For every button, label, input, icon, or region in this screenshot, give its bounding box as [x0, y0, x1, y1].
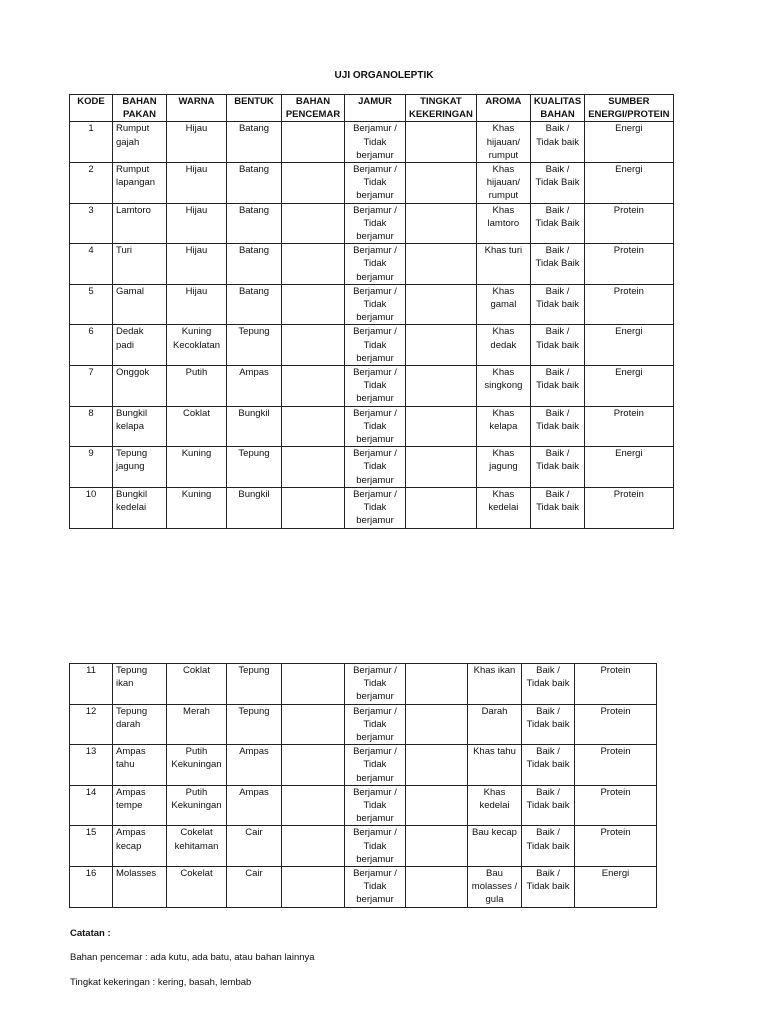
cell-sumber: Energi: [575, 867, 657, 908]
header-kode: KODE: [70, 95, 113, 122]
cell-bentuk: Ampas: [227, 785, 282, 826]
cell-jamur: Berjamur / Tidak berjamur: [345, 284, 406, 325]
cell-kualitas-bahan: Baik / Tidak Baik: [530, 163, 584, 204]
cell-aroma: Khas lamtoro: [476, 203, 530, 244]
table-row: [70, 447, 674, 488]
cell-bentuk: Ampas: [227, 366, 282, 407]
cell-tingkat-kekeringan: [406, 867, 468, 908]
cell-sumber: Energi: [585, 163, 673, 204]
cell-jamur: Berjamur / Tidak berjamur: [345, 203, 406, 244]
cell-kode: 10: [70, 487, 113, 528]
cell-bahan-pakan: Tepung ikan: [113, 664, 167, 705]
note-bahan-pencemar: Bahan pencemar : ada kutu, ada batu, atau bahan lainnya: [70, 952, 315, 963]
cell-jamur: Berjamur / Tidak berjamur: [345, 487, 406, 528]
cell-aroma: Khas dedak: [476, 325, 530, 366]
cell-sumber: Protein: [575, 704, 657, 745]
cell-sumber: Energi: [585, 366, 673, 407]
cell-bahan-pencemar: [282, 447, 345, 488]
cell-bahan-pencemar: [282, 826, 345, 867]
cell-bentuk: Tepung: [227, 664, 282, 705]
cell-bahan-pakan: Molasses: [113, 867, 167, 908]
table-row: [70, 487, 674, 528]
cell-sumber: Protein: [585, 244, 673, 285]
header-bahan-pakan: BAHAN PAKAN: [113, 95, 167, 122]
cell-bahan-pencemar: [282, 163, 345, 204]
cell-bahan-pencemar: [282, 203, 345, 244]
cell-bahan-pencemar: [282, 487, 345, 528]
cell-tingkat-kekeringan: [406, 366, 477, 407]
cell-tingkat-kekeringan: [406, 163, 477, 204]
cell-bahan-pakan: Tepung darah: [113, 704, 167, 745]
cell-bahan-pakan: Gamal: [113, 284, 167, 325]
cell-bentuk: Batang: [227, 244, 282, 285]
cell-aroma: Khas hijauan/ rumput: [476, 163, 530, 204]
cell-kode: 16: [70, 867, 113, 908]
cell-jamur: Berjamur / Tidak berjamur: [345, 745, 406, 786]
table-row: [70, 867, 657, 908]
cell-tingkat-kekeringan: [406, 122, 477, 163]
cell-bahan-pencemar: [282, 867, 345, 908]
cell-jamur: Berjamur / Tidak berjamur: [345, 244, 406, 285]
cell-jamur: Berjamur / Tidak berjamur: [345, 447, 406, 488]
cell-aroma: Khas singkong: [476, 366, 530, 407]
cell-bahan-pakan: Ampas kecap: [113, 826, 167, 867]
cell-jamur: Berjamur / Tidak berjamur: [345, 664, 406, 705]
notes-title: Catatan :: [70, 928, 111, 939]
cell-bahan-pencemar: [282, 325, 345, 366]
cell-bahan-pencemar: [282, 664, 345, 705]
cell-kode: 1: [70, 122, 113, 163]
cell-bahan-pencemar: [282, 406, 345, 447]
cell-tingkat-kekeringan: [406, 745, 468, 786]
header-sumber-energi-protein: SUMBER ENERGI/PROTEIN: [585, 95, 673, 122]
cell-aroma: Khas kelapa: [476, 406, 530, 447]
cell-kode: 9: [70, 447, 113, 488]
cell-bentuk: Ampas: [227, 745, 282, 786]
cell-kode: 15: [70, 826, 113, 867]
cell-jamur: Berjamur / Tidak berjamur: [345, 366, 406, 407]
cell-aroma: Khas turi: [476, 244, 530, 285]
cell-kode: 11: [70, 664, 113, 705]
cell-jamur: Berjamur / Tidak berjamur: [345, 406, 406, 447]
cell-aroma: Khas kedelai: [476, 487, 530, 528]
cell-bahan-pencemar: [282, 284, 345, 325]
cell-warna: Coklat: [167, 406, 227, 447]
cell-aroma: Khas ikan: [468, 664, 522, 705]
cell-bentuk: Batang: [227, 284, 282, 325]
cell-tingkat-kekeringan: [406, 406, 477, 447]
cell-bahan-pakan: Onggok: [113, 366, 167, 407]
cell-kualitas-bahan: Baik / Tidak baik: [530, 366, 584, 407]
cell-tingkat-kekeringan: [406, 447, 477, 488]
cell-kode: 2: [70, 163, 113, 204]
cell-kualitas-bahan: Baik / Tidak baik: [530, 122, 584, 163]
cell-bentuk: Bungkil: [227, 487, 282, 528]
cell-kode: 3: [70, 203, 113, 244]
cell-bahan-pakan: Ampas tahu: [113, 745, 167, 786]
cell-bahan-pakan: Ampas tempe: [113, 785, 167, 826]
table-row: [70, 664, 657, 705]
cell-sumber: Protein: [575, 745, 657, 786]
table-row: [70, 163, 674, 204]
cell-warna: Cokelat kehitaman: [167, 826, 227, 867]
cell-kualitas-bahan: Baik / Tidak baik: [522, 867, 575, 908]
cell-warna: Hijau: [167, 163, 227, 204]
cell-warna: Merah: [167, 704, 227, 745]
cell-kualitas-bahan: Baik / Tidak Baik: [530, 203, 584, 244]
note-tingkat-kekeringan: Tingkat kekeringan : kering, basah, lembab: [70, 977, 252, 988]
cell-bahan-pakan: Lamtoro: [113, 203, 167, 244]
cell-sumber: Protein: [575, 785, 657, 826]
table-row: [70, 366, 674, 407]
cell-kualitas-bahan: Baik / Tidak baik: [522, 664, 575, 705]
cell-bentuk: Tepung: [227, 447, 282, 488]
cell-sumber: Protein: [575, 826, 657, 867]
table-row: [70, 785, 657, 826]
cell-kualitas-bahan: Baik / Tidak baik: [522, 704, 575, 745]
cell-tingkat-kekeringan: [406, 785, 468, 826]
cell-warna: Hijau: [167, 122, 227, 163]
cell-sumber: Protein: [585, 284, 673, 325]
cell-kode: 8: [70, 406, 113, 447]
cell-warna: Hijau: [167, 284, 227, 325]
cell-tingkat-kekeringan: [406, 203, 477, 244]
header-jamur: JAMUR: [345, 95, 406, 122]
cell-tingkat-kekeringan: [406, 704, 468, 745]
cell-kode: 12: [70, 704, 113, 745]
cell-kode: 6: [70, 325, 113, 366]
cell-bahan-pakan: Bungkil kedelai: [113, 487, 167, 528]
header-aroma: AROMA: [476, 95, 530, 122]
cell-jamur: Berjamur / Tidak berjamur: [345, 325, 406, 366]
cell-warna: Hijau: [167, 244, 227, 285]
cell-bahan-pakan: Tepung jagung: [113, 447, 167, 488]
cell-warna: Hijau: [167, 203, 227, 244]
cell-aroma: Bau molasses / gula: [468, 867, 522, 908]
header-bentuk: BENTUK: [227, 95, 282, 122]
cell-kualitas-bahan: Baik / Tidak baik: [522, 745, 575, 786]
cell-bahan-pencemar: [282, 366, 345, 407]
cell-sumber: Protein: [585, 406, 673, 447]
cell-warna: Putih: [167, 366, 227, 407]
cell-bahan-pencemar: [282, 122, 345, 163]
cell-warna: Putih Kekuningan: [167, 745, 227, 786]
cell-kode: 14: [70, 785, 113, 826]
cell-sumber: Protein: [585, 487, 673, 528]
table-row: [70, 826, 657, 867]
cell-kualitas-bahan: Baik / Tidak baik: [530, 325, 584, 366]
cell-tingkat-kekeringan: [406, 244, 477, 285]
cell-bahan-pencemar: [282, 785, 345, 826]
cell-tingkat-kekeringan: [406, 325, 477, 366]
cell-sumber: Energi: [585, 325, 673, 366]
cell-kualitas-bahan: Baik / Tidak baik: [522, 785, 575, 826]
cell-tingkat-kekeringan: [406, 487, 477, 528]
table-row: [70, 704, 657, 745]
cell-tingkat-kekeringan: [406, 284, 477, 325]
cell-warna: Kuning: [167, 447, 227, 488]
cell-bentuk: Batang: [227, 203, 282, 244]
cell-bahan-pencemar: [282, 244, 345, 285]
table-row: [70, 203, 674, 244]
cell-warna: Putih Kekuningan: [167, 785, 227, 826]
table-header-row: [70, 95, 674, 122]
cell-sumber: Protein: [585, 203, 673, 244]
cell-bentuk: Batang: [227, 122, 282, 163]
cell-bentuk: Tepung: [227, 704, 282, 745]
cell-aroma: Khas jagung: [476, 447, 530, 488]
cell-bahan-pencemar: [282, 745, 345, 786]
cell-jamur: Berjamur / Tidak berjamur: [345, 785, 406, 826]
cell-kualitas-bahan: Baik / Tidak baik: [530, 487, 584, 528]
cell-aroma: Khas kedelai: [468, 785, 522, 826]
header-warna: WARNA: [167, 95, 227, 122]
cell-aroma: Khas hijauan/ rumput: [476, 122, 530, 163]
cell-bahan-pakan: Rumput lapangan: [113, 163, 167, 204]
cell-tingkat-kekeringan: [406, 826, 468, 867]
cell-jamur: Berjamur / Tidak berjamur: [345, 122, 406, 163]
table-row: [70, 406, 674, 447]
cell-jamur: Berjamur / Tidak berjamur: [345, 867, 406, 908]
cell-tingkat-kekeringan: [406, 664, 468, 705]
cell-bentuk: Tepung: [227, 325, 282, 366]
cell-sumber: Energi: [585, 447, 673, 488]
cell-warna: Kuning Kecoklatan: [167, 325, 227, 366]
cell-kualitas-bahan: Baik / Tidak baik: [530, 284, 584, 325]
cell-bahan-pakan: Rumput gajah: [113, 122, 167, 163]
cell-kode: 7: [70, 366, 113, 407]
cell-jamur: Berjamur / Tidak berjamur: [345, 163, 406, 204]
cell-kualitas-bahan: Baik / Tidak Baik: [530, 244, 584, 285]
cell-bahan-pencemar: [282, 704, 345, 745]
cell-sumber: Protein: [575, 664, 657, 705]
cell-kualitas-bahan: Baik / Tidak baik: [530, 406, 584, 447]
cell-warna: Kuning: [167, 487, 227, 528]
header-kualitas-bahan: KUALITAS BAHAN: [530, 95, 584, 122]
cell-bahan-pakan: Turi: [113, 244, 167, 285]
cell-sumber: Energi: [585, 122, 673, 163]
cell-aroma: Khas tahu: [468, 745, 522, 786]
cell-bentuk: Batang: [227, 163, 282, 204]
table-row: [70, 325, 674, 366]
cell-bentuk: Bungkil: [227, 406, 282, 447]
header-tingkat-kekeringan: TINGKAT KEKERINGAN: [406, 95, 477, 122]
organoleptic-table-part-2: [69, 663, 657, 908]
header-bahan-pencemar: BAHAN PENCEMAR: [282, 95, 345, 122]
cell-aroma: Darah: [468, 704, 522, 745]
cell-aroma: Bau kecap: [468, 826, 522, 867]
document-title: UJI ORGANOLEPTIK: [334, 70, 434, 81]
cell-warna: Coklat: [167, 664, 227, 705]
cell-bahan-pakan: Bungkil kelapa: [113, 406, 167, 447]
organoleptic-table-part-1: [69, 94, 674, 529]
table-row: [70, 122, 674, 163]
cell-jamur: Berjamur / Tidak berjamur: [345, 704, 406, 745]
cell-bentuk: Cair: [227, 826, 282, 867]
cell-kode: 5: [70, 284, 113, 325]
cell-aroma: Khas gamal: [476, 284, 530, 325]
table-row: [70, 745, 657, 786]
table-row: [70, 284, 674, 325]
cell-kualitas-bahan: Baik / Tidak baik: [522, 826, 575, 867]
cell-kualitas-bahan: Baik / Tidak baik: [530, 447, 584, 488]
cell-kode: 13: [70, 745, 113, 786]
table-row: [70, 244, 674, 285]
cell-jamur: Berjamur / Tidak berjamur: [345, 826, 406, 867]
cell-warna: Cokelat: [167, 867, 227, 908]
cell-kode: 4: [70, 244, 113, 285]
cell-bahan-pakan: Dedak padi: [113, 325, 167, 366]
cell-bentuk: Cair: [227, 867, 282, 908]
